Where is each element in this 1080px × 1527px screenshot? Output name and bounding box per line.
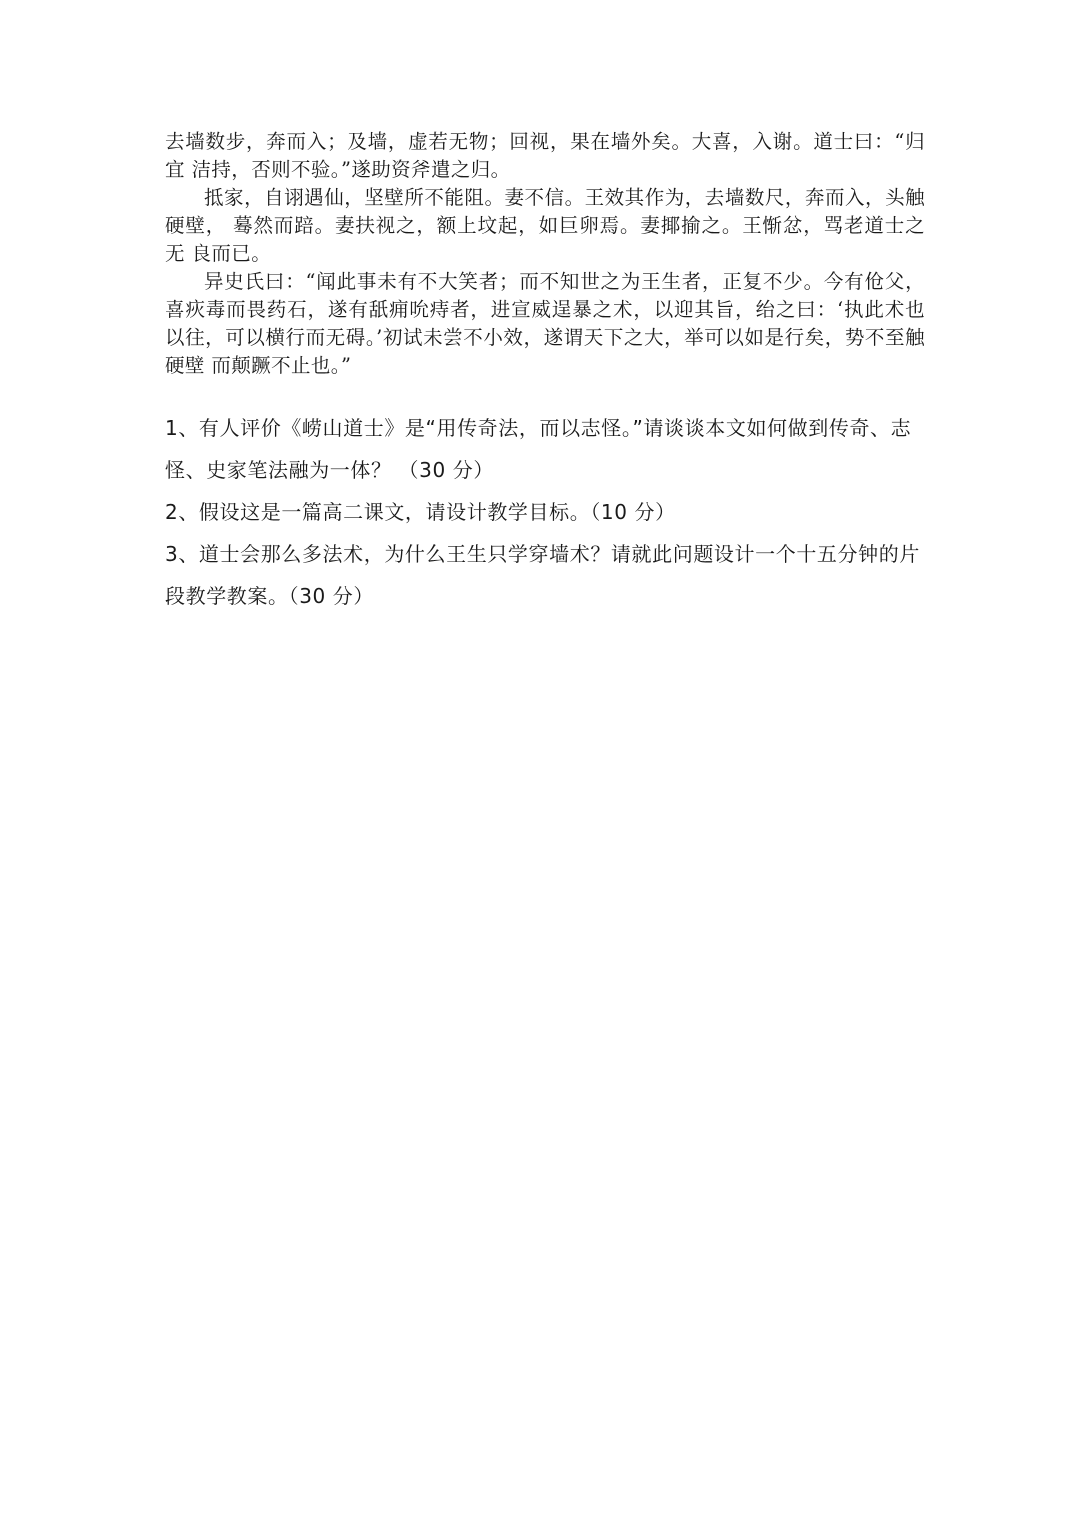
passage-paragraph-3: 异史氏曰：“闻此事未有不大笑者；而不知世之为王生者，正复不少。今有伧父，喜疢毒而畏药石，遂有舐痈吮痔者，进宣威逞暴之术，以迎其旨，绐之曰：‘执此术也 以往，可以横行而无碍。’初试未尝不小效，遂谓天下之大，举可以如是行矣，势不至触硬壁 而颠蹶不止也。”: [165, 270, 925, 377]
question-1: 1、有人评价《崂山道士》是“用传奇法，而以志怪。”请谈谈本文如何做到传奇、志怪、史家笔法融为一体？ （30 分）: [165, 416, 912, 482]
question-list: [165, 407, 925, 617]
classical-passage: [165, 128, 925, 380]
question-2: 2、假设这是一篇高二课文，请设计教学目标。（10 分）: [165, 500, 676, 524]
passage-paragraph-2: 抵家，自诩遇仙，坚壁所不能阻。妻不信。王效其作为，去墙数尺，奔而入，头触硬壁， 蓦然而踣。妻扶视之，额上坟起，如巨卵焉。妻揶揄之。王惭忿，骂老道士之无 良而已。: [165, 186, 925, 265]
passage-paragraph-1: 去墙数步，奔而入；及墙，虚若无物；回视，果在墙外矣。大喜，入谢。道士曰：“归宜 洁持，否则不验。”遂助资斧遣之归。: [165, 130, 925, 181]
question-3: 3、道士会那么多法术，为什么王生只学穿墙术？请就此问题设计一个十五分钟的片段教学教案。（30 分）: [165, 542, 920, 608]
